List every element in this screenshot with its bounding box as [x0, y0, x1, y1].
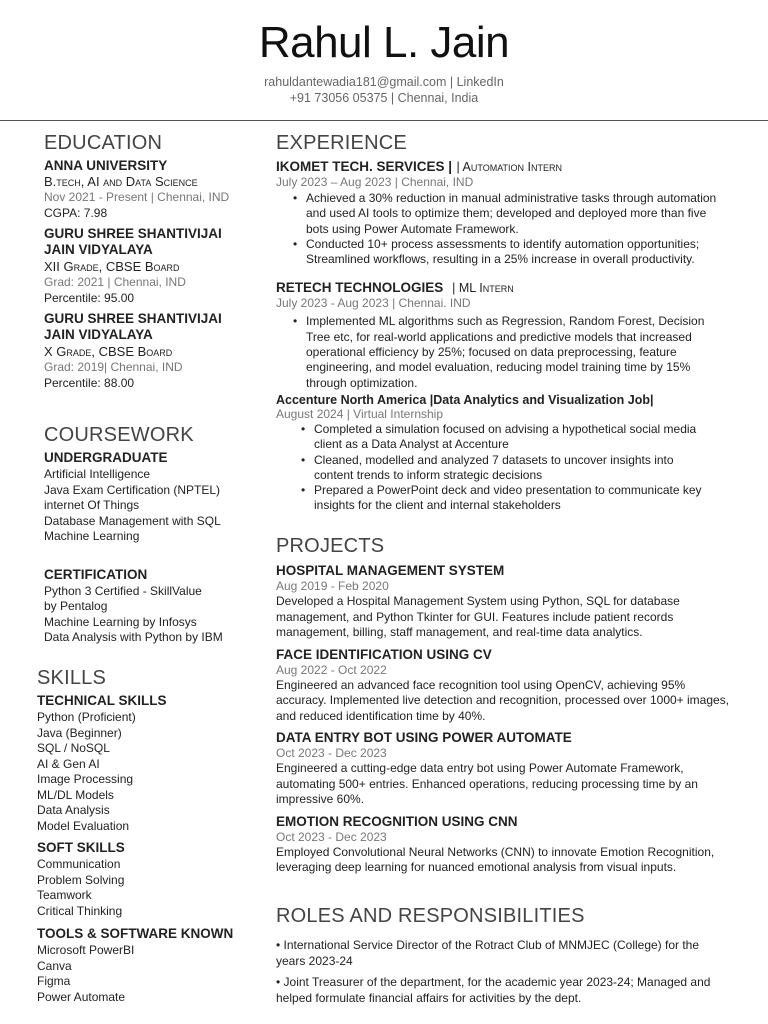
list-item: • Conducted 10+ process assessments to identify automation opportunities; Streamlined workflows, resulting in a 25% increase in overall productivity.: [306, 237, 726, 268]
coursework-section: [44, 424, 259, 646]
school-name-2: JAIN VIDYALAYA: [44, 327, 153, 342]
list-item: Communication: [37, 857, 121, 871]
list-item: • Implemented ML algorithms such as Regression, Random Forest, Decision Tree etc, for real-world applications and predictive models that increased operational efficiency by 25%; focused on data preprocessing, feature engineering, and model evaluation, reducing model training time by 15% through optimization.: [306, 314, 726, 390]
list-item: Critical Thinking: [37, 903, 123, 918]
project-date: Oct 2023 - Dec 2023: [276, 746, 387, 760]
list-item: Java (Beginner): [37, 725, 122, 740]
job-meta: July 2023 – Aug 2023 | Chennai, IND: [276, 175, 474, 189]
edu-meta: Grad: 2021 | Chennai, IND: [44, 275, 186, 289]
school-name: GURU SHREE SHANTIVIJAI: [44, 311, 222, 326]
job-bullets: [306, 314, 726, 390]
list-item: • International Service Director of the Rotract Club of MNMJEC (College) for the years 2023-24: [276, 938, 700, 968]
list-item: Database Management with SQL: [44, 513, 221, 528]
list-item: Model Evaluation: [37, 818, 130, 833]
list-item: AI & Gen AI: [37, 756, 100, 771]
job-header: [276, 391, 736, 407]
list-item: • Joint Treasurer of the department, for the academic year 2023-24; Managed and helped formulate financial affairs for activities by the dept.: [276, 975, 711, 1005]
list-item: • Cleaned, modelled and analyzed 7 datasets to uncover insights into content trends to inform strategic decisions: [314, 453, 714, 484]
edu-score: Percentile: 88.00: [44, 376, 135, 390]
list-item: Canva: [37, 958, 72, 973]
project-name: DATA ENTRY BOT USING POWER AUTOMATE: [276, 730, 572, 745]
separator: |: [449, 75, 454, 89]
section-title-experience: EXPERIENCE: [276, 132, 407, 154]
list-item: Data Analysis with Python by IBM: [44, 630, 223, 644]
school-name: GURU SHREE SHANTIVIJAI: [44, 226, 222, 241]
list-item: internet Of Things: [44, 498, 140, 512]
project-desc: Developed a Hospital Management System using Python, SQL for database management, and Python Tkinter for GUI. Features include patient records management, billing, staff management, and real-time data analytics.: [276, 594, 680, 639]
list-item: • Achieved a 30% reduction in manual administrative tasks through automation and used AI tools to optimize them; developed and deployed more than five bots using Power Automate Framework.: [306, 191, 726, 237]
job-bullets: [314, 422, 714, 514]
list-item: Teamwork: [37, 888, 92, 902]
project-name: HOSPITAL MANAGEMENT SYSTEM: [276, 563, 505, 578]
list-item: Python (Proficient): [37, 710, 136, 724]
job-bullets: [306, 191, 726, 267]
section-title-skills: SKILLS: [37, 667, 107, 689]
edu-score: CGPA: 7.98: [44, 206, 108, 220]
phone-location: +91 73056 05375 | Chennai, India: [289, 91, 479, 105]
list-item: Image Processing: [37, 772, 134, 786]
list-item: Power Automate: [37, 989, 126, 1004]
skills-section: [37, 667, 259, 1005]
edu-meta: Nov 2021 - Present | Chennai, IND: [44, 190, 230, 204]
list-item: Python 3 Certified - SkillValue: [44, 583, 202, 598]
list-item: • Completed a simulation focused on advising a hypothetical social media client as a Data Analyst at Accenture: [314, 422, 714, 453]
list-item: Microsoft PowerBI: [37, 943, 135, 957]
degree: X Grade, CBSE Board: [44, 344, 173, 359]
project-desc: Employed Convolutional Neural Networks (CNN) to innovate Emotion Recognition, leveraging deep learning for nuanced emotional analysis from visual inputs.: [276, 844, 715, 874]
project-name: FACE IDENTIFICATION USING CV: [276, 646, 492, 662]
experience-section: [276, 132, 736, 514]
project-date: Oct 2023 - Dec 2023: [276, 829, 387, 844]
projects-section: [276, 535, 731, 876]
school-name: ANNA UNIVERSITY: [44, 158, 168, 173]
company-name: RETECH TECHNOLOGIES: [276, 280, 444, 296]
project-date: Aug 2022 - Oct 2022: [276, 662, 387, 677]
job-header: [276, 279, 736, 296]
certification-title: CERTIFICATION: [44, 566, 148, 582]
list-item: • Prepared a PowerPoint deck and video presentation to communicate key insights for the client and internal stakeholders: [314, 483, 714, 514]
technical-skills-title: TECHNICAL SKILLS: [37, 693, 167, 708]
soft-skills-title: SOFT SKILLS: [37, 840, 125, 855]
section-title-coursework: COURSEWORK: [44, 424, 194, 446]
job-meta: August 2024 | Virtual Internship: [276, 406, 444, 421]
list-item: Figma: [37, 974, 71, 988]
education-section: [44, 132, 259, 392]
list-item: Artificial Intelligence: [44, 467, 151, 481]
project-name: EMOTION RECOGNITION USING CNN: [276, 813, 518, 829]
list-item: Data Analysis: [37, 803, 110, 817]
list-item: ML/DL Models: [37, 787, 114, 802]
project-date: Aug 2019 - Feb 2020: [276, 579, 389, 593]
list-item: Problem Solving: [37, 872, 125, 887]
job-meta: July 2023 - Aug 2023 | Chennai. IND: [276, 296, 471, 311]
company-name: Accenture North America |Data Analytics and Visualization Job|: [276, 392, 654, 407]
edu-meta: Grad: 2019| Chennai, IND: [44, 360, 183, 374]
tools-title: TOOLS & SOFTWARE KNOWN: [37, 926, 234, 941]
list-item: Machine Learning: [44, 529, 140, 543]
list-item: Java Exam Certification (NPTEL): [44, 482, 221, 497]
job-role: | Automation Intern: [456, 160, 562, 174]
undergrad-title: UNDERGRADUATE: [44, 450, 168, 465]
list-item: Machine Learning by Infosys: [44, 614, 197, 629]
job-role: | ML Intern: [452, 281, 514, 296]
contact-line: [0, 75, 768, 89]
section-title-roles: ROLES AND RESPONSIBILITIES: [276, 905, 585, 927]
list-item: SQL / NoSQL: [37, 741, 110, 755]
roles-section: [276, 905, 731, 1006]
section-title-projects: PROJECTS: [276, 535, 385, 557]
degree: XII Grade, CBSE Board: [44, 259, 180, 274]
project-desc: Engineered an advanced face recognition tool using OpenCV, achieving 95% accuracy. Implemented live detection and recognition, processed over 1000+ images, and reduced identification time by 40%.: [276, 677, 730, 723]
company-name: IKOMET TECH. SERVICES |: [276, 159, 453, 174]
school-name-2: JAIN VIDYALAYA: [44, 242, 153, 257]
job-header: [276, 158, 736, 175]
candidate-name: Rahul L. Jain: [258, 18, 510, 67]
header-divider: [0, 120, 768, 121]
project-desc: Engineered a cutting-edge data entry bot using Power Automate Framework, automating 500+ entries. Enhanced operations, reducing processing time by an impressive 60%.: [276, 761, 698, 806]
section-title-education: EDUCATION: [44, 132, 163, 154]
list-item: by Pentalog: [44, 599, 108, 613]
degree: B.tech, AI and Data Science: [44, 174, 198, 189]
edu-score: Percentile: 95.00: [44, 291, 135, 305]
email-link[interactable]: rahuldantewadia181@gmail.com: [264, 75, 447, 89]
linkedin-link[interactable]: LinkedIn: [456, 75, 504, 89]
